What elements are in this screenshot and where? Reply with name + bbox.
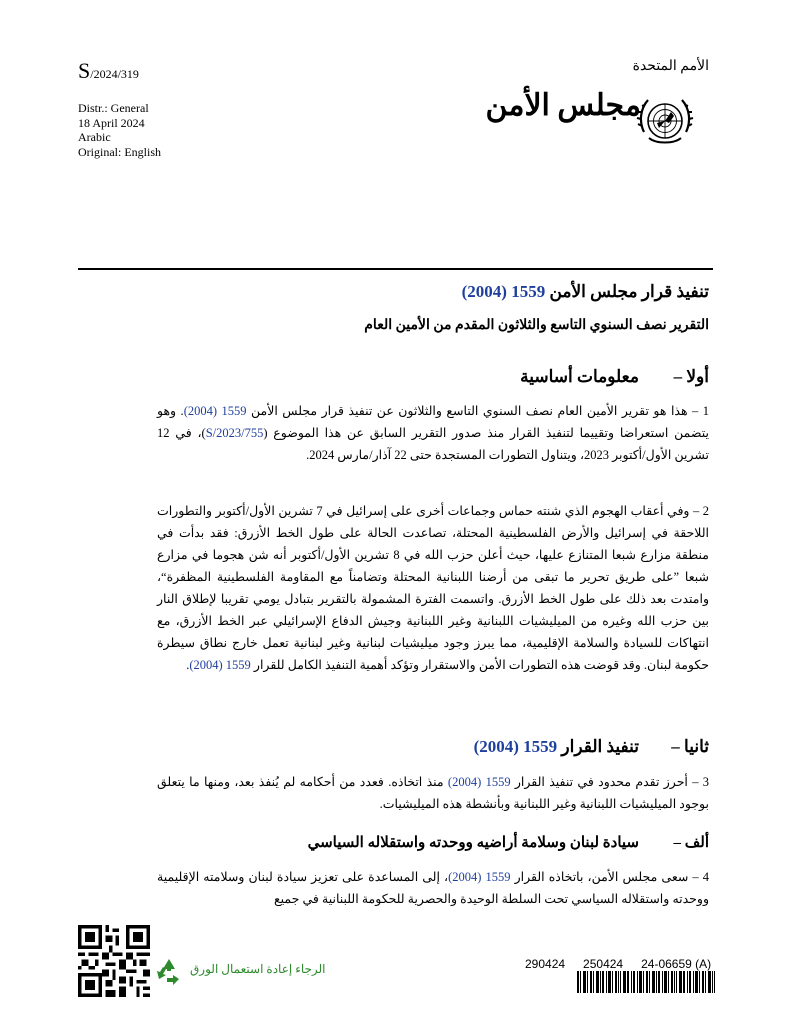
section-heading-a [308,833,709,852]
recycle-icon [152,955,186,989]
paragraph-text: )، في 12 تشرين الأول/أكتوبر 2023، ويتناول التطورات المستجدة حتى 22 آذار/مارس 2024. [157,426,709,462]
paragraph-text: 1 – هذا هو تقرير الأمين العام نصف السنوي التاسع والثلاثون عن تنفيذ قرار مجلس الأمن [250,404,710,418]
distribution: Distr.: General [78,101,149,115]
un-emblem-icon [636,92,694,150]
paragraph-text: . [186,658,190,672]
report-link[interactable]: S/2023/755 [205,426,264,440]
section-title: سيادة لبنان وسلامة أراضيه ووحدته واستقلاله السياسي [307,835,639,851]
section-title: معلومات أساسية [520,367,639,386]
document-symbol [78,58,139,84]
paragraph-2 [157,500,709,676]
job-number: 24-06659 (A) [641,957,712,971]
paragraph-text: منذ اتخاذه. فعدد من أحكامه لم يُنفذ بعد، ومنها ما يتعلق بوجود الميليشيات اللبنانية وغير اللبنانية وبأنشطة هذه الميليشيات. [157,775,709,811]
un-name: الأمم المتحدة [632,59,709,74]
symbol-letter: S [78,58,91,83]
paragraph-text: . وهو يتضمن استعراضا وتقييما لتنفيذ القرار منذ صدور التقرير السابق عن هذا الموضوع ( [157,404,709,440]
header-rule [78,268,713,270]
language: Arabic [78,130,111,144]
resolution-link[interactable]: 1559 (2004) [183,404,247,418]
paragraph-3 [157,771,709,815]
barcode-icon [577,971,715,993]
recycle-note: الرجاء إعادة استعمال الورق [190,962,326,976]
footer-code: 290424 [525,957,566,971]
council-name: مجلس الأمن [485,89,641,122]
paragraph-text: 4 – سعى مجلس الأمن، باتخاذه القرار [514,870,709,884]
report-title-text: تنفيذ قرار مجلس الأمن [549,282,709,301]
section-number: ألف – [673,835,709,851]
original-language: Original: English [78,144,161,159]
section-heading-1 [520,367,709,387]
resolution-link[interactable]: 1559 (2004) [189,658,251,672]
issue-date: 18 April 2024 [78,115,145,130]
paragraph-text: 2 – وفي أعقاب الهجوم الذي شنته حماس وجماعات أخرى على إسرائيل في 7 تشرين الأول/أكتوبر والتطورات اللاحقة في إسرائيل والأرض الفلسطينية المحتلة، تصاعدت الحالة على طول الخط الأزرق: فقد بدأت في منطقة مزارع شبعا المتنازع عليها، حيث أعلن حزب الله في 8 تشرين الأول/أكتوبر أنه شن هجوما في مزارع شبعا ”على طريق تحرير ما تبقى من أرضنا اللبنانية المحتلة وتضامناً مع المقاومة الفلسطينية المظفرة“، وامتدت بعد ذلك على طول الخط الأزرق. واتسمت الفترة المشمولة بالتقرير بتبادل يومي تقريبا لإطلاق النار بين حزب الله وغيره من الميليشيات اللبنانية وغير اللبنانية وجيش الدفاع الإسرائيلي عبر الخط الأزرق، مع انتهاكات للسيادة والسلامة الإقليمية، مما يبرز وجود ميليشيات لبنانية وغير لبنانية تعمل خارج نطاق سيطرة حكومة لبنان. وقد قوضت هذه التطورات الأمن والاستقرار وتؤكد أهمية التنفيذ الكامل للقرار [157,504,709,672]
resolution-link[interactable]: 1559 (2004) [448,870,511,884]
paragraph-1 [157,400,709,466]
resolution-link[interactable]: 1559 (2004) [447,775,511,789]
section-number: ثانيا – [671,737,709,756]
resolution-link[interactable]: 1559 (2004) [473,737,558,756]
symbol-number: /2024/319 [90,67,139,81]
report-title [462,282,709,302]
footer-code: 250424 [583,957,624,971]
resolution-link[interactable]: 1559 (2004) [461,282,546,301]
distribution-block [78,101,161,159]
report-subtitle: التقرير نصف السنوي التاسع والثلاثون المقدم من الأمين العام [364,318,709,333]
qr-code-icon [78,925,150,997]
section-number: أولا – [673,367,709,386]
paragraph-4 [157,866,709,910]
section-heading-2 [474,737,709,757]
section-title: تنفيذ القرار [561,737,639,756]
paragraph-text: ، إلى المساعدة على تعزيز سيادة لبنان وسلامته الإقليمية ووحدته واستقلاله السياسي تحت السلطة الوحيدة والحصرية للحكومة اللبنانية في جميع [157,870,709,906]
footer-codes [525,957,729,971]
paragraph-text: 3 – أحرز تقدم محدود في تنفيذ القرار [514,775,710,789]
